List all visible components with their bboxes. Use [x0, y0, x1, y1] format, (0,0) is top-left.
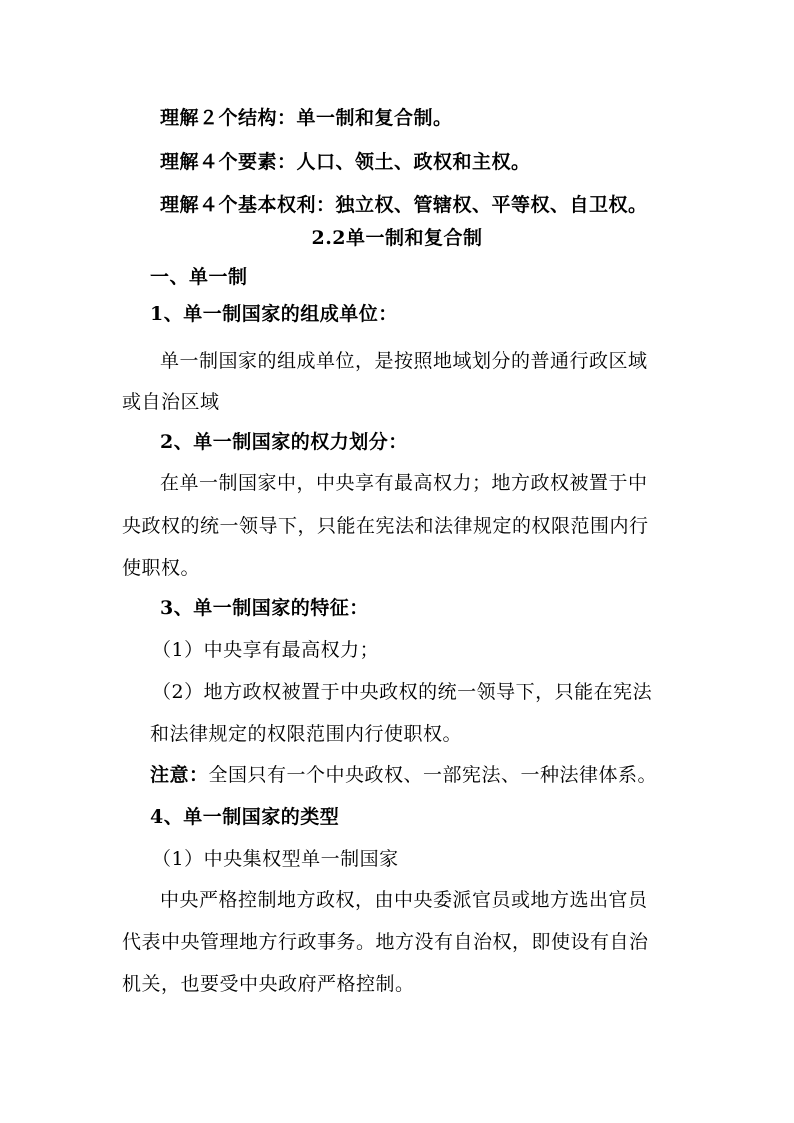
intro-line-structure: 理解２个结构：单一制和复合制。: [160, 107, 453, 129]
note-line: [150, 764, 657, 786]
paragraph-power-line-3: 使职权。: [122, 557, 201, 579]
paragraph-power-line-1: 在单一制国家中，中央享有最高权力；地方政权被置于中: [160, 472, 648, 494]
feature-item-2-line-2: 和法律规定的权限范围内行使职权。: [150, 723, 463, 745]
section-title: 2.2单一制和复合制: [311, 227, 483, 249]
heading-composition: 1、单一制国家的组成单位：: [150, 303, 398, 325]
heading-power-division: 2、单一制国家的权力划分：: [160, 431, 408, 453]
paragraph-composition-line-1: 单一制国家的组成单位，是按照地域划分的普通行政区域: [160, 350, 648, 372]
note-text: 全国只有一个中央政权、一部宪法、一种法律体系。: [208, 764, 658, 786]
note-label: 注意：: [150, 764, 209, 786]
paragraph-composition-line-2: 或自治区域: [122, 391, 220, 413]
feature-item-2-line-1: （2）地方政权被置于中央政权的统一领导下，只能在宪法: [152, 681, 653, 703]
heading-types: 4、单一制国家的类型: [150, 806, 340, 828]
type-item-1: （1）中央集权型单一制国家: [152, 848, 399, 870]
paragraph-type-line-3: 机关，也要受中央政府严格控制。: [122, 973, 415, 995]
feature-item-1: （1）中央享有最高权力；: [152, 639, 380, 661]
paragraph-type-line-2: 代表中央管理地方行政事务。地方没有自治权，即使设有自治: [122, 931, 649, 953]
heading-features: 3、单一制国家的特征：: [160, 597, 369, 619]
paragraph-type-line-1: 中央严格控制地方政权，由中央委派官员或地方选出官员: [160, 889, 648, 911]
heading-unitary: 一、单一制: [150, 266, 248, 288]
intro-line-rights: 理解４个基本权利：独立权、管辖权、平等权、自卫权。: [160, 194, 648, 216]
intro-line-elements: 理解４个要素：人口、领土、政权和主权。: [160, 151, 531, 173]
paragraph-power-line-2: 央政权的统一领导下，只能在宪法和法律规定的权限范围内行: [122, 515, 649, 537]
